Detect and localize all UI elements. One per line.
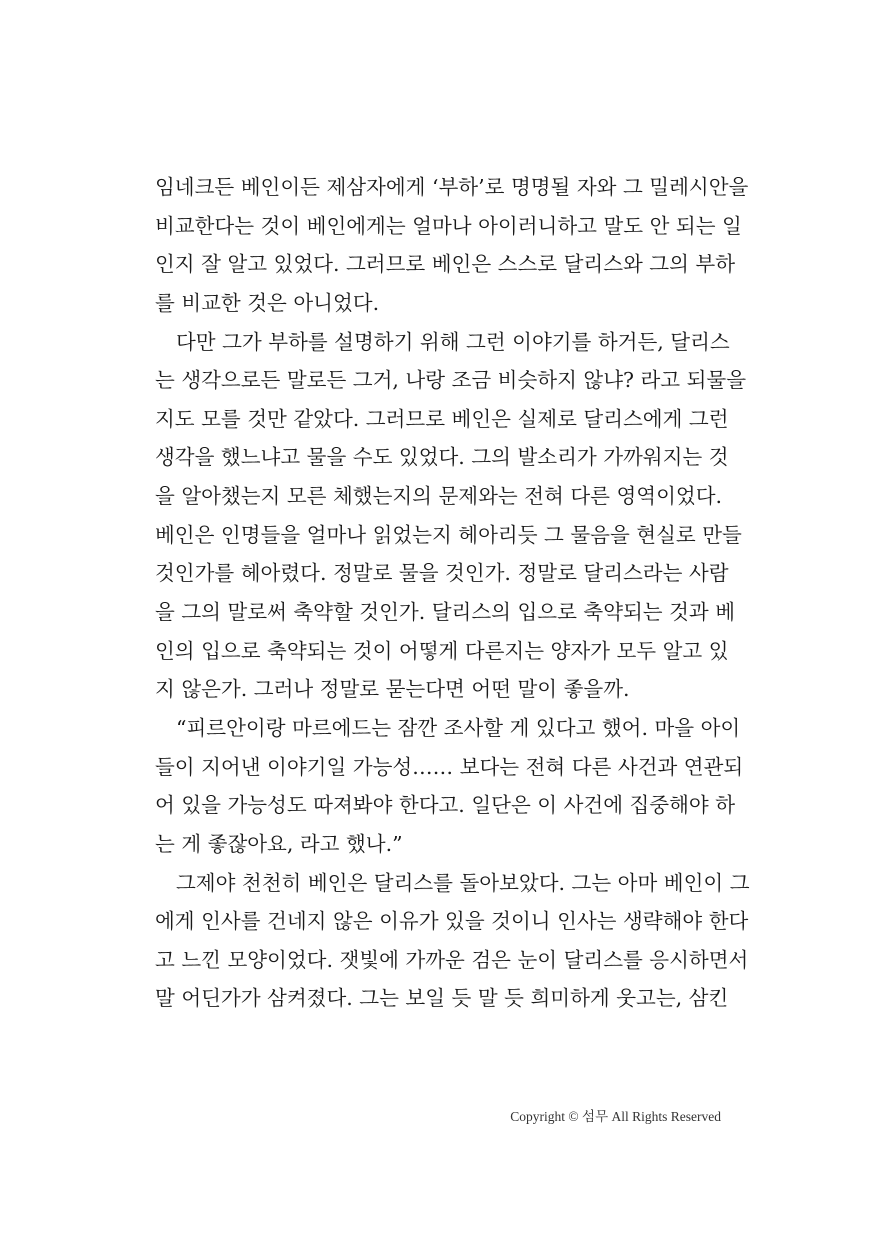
text-line: 을 알아챘는지 모른 체했는지의 문제와는 전혀 다른 영역이었다.	[155, 484, 723, 509]
body-text	[155, 168, 750, 1018]
text-line: 다만 그가 부하를 설명하기 위해 그런 이야기를 하거든, 달리스	[176, 329, 730, 354]
text-line: 지 않은가. 그러나 정말로 묻는다면 어떤 말이 좋을까.	[155, 677, 630, 702]
text-line: “피르안이랑 마르에드는 잠깐 조사할 게 있다고 했어. 마을 아이	[176, 715, 741, 740]
text-line: 생각을 했느냐고 물을 수도 있었다. 그의 발소리가 가까워지는 것	[155, 445, 729, 470]
copyright-notice: Copyright © 섬무 All Rights Reserved	[510, 1109, 721, 1124]
text-line: 를 비교한 것은 아니었다.	[155, 290, 380, 315]
text-line: 에게 인사를 건네지 않은 이유가 있을 것이니 인사는 생략해야 한다	[155, 909, 749, 934]
text-line: 인의 입으로 축약되는 것이 어떻게 다른지는 양자가 모두 알고 있	[155, 638, 729, 663]
text-line: 인지 잘 알고 있었다. 그러므로 베인은 스스로 달리스와 그의 부하	[155, 252, 736, 277]
text-line: 고 느낀 모양이었다. 잿빛에 가까운 검은 눈이 달리스를 응시하면서	[155, 947, 749, 972]
text-line: 지도 모를 것만 같았다. 그러므로 베인은 실제로 달리스에게 그런	[155, 406, 729, 431]
text-line: 그제야 천천히 베인은 달리스를 돌아보았다. 그는 아마 베인이 그	[176, 870, 750, 895]
text-line: 어 있을 가능성도 따져봐야 한다고. 일단은 이 사건에 집중해야 하	[155, 793, 736, 818]
text-line: 는 생각으로든 말로든 그거, 나랑 조금 비슷하지 않냐? 라고 되물을	[155, 368, 747, 393]
text-line: 임네크든 베인이든 제삼자에게 ‘부하’로 명명될 자와 그 밀레시안을	[155, 175, 749, 199]
text-line: 을 그의 말로써 축약할 것인가. 달리스의 입으로 축약되는 것과 베	[155, 600, 736, 625]
text-line: 말 어딘가가 삼켜졌다. 그는 보일 듯 말 듯 희미하게 웃고는, 삼킨	[155, 986, 729, 1011]
text-line: 들이 지어낸 이야기일 가능성…… 보다는 전혀 다른 사건과 연관되	[155, 754, 744, 779]
text-line: 것인가를 헤아렸다. 정말로 물을 것인가. 정말로 달리스라는 사람	[155, 561, 729, 586]
text-line: 비교한다는 것이 베인에게는 얼마나 아이러니하고 말도 안 되는 일	[155, 213, 742, 238]
text-line: 베인은 인명들을 얼마나 읽었는지 헤아리듯 그 물음을 현실로 만들	[155, 522, 742, 547]
text-line: 는 게 좋잖아요, 라고 했나.”	[155, 831, 403, 856]
